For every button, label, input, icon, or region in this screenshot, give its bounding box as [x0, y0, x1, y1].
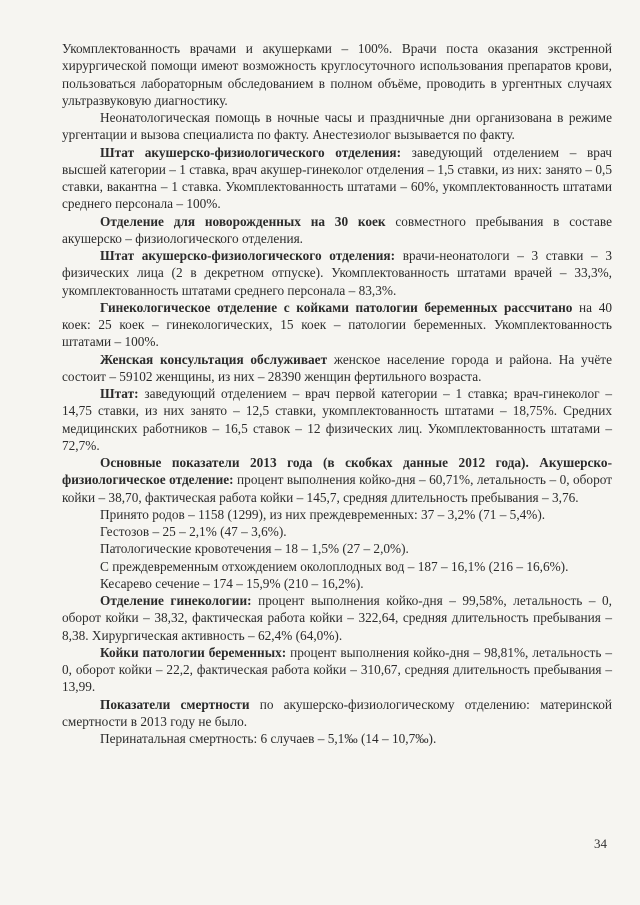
paragraph-obstetric-staff: Штат акушерско-физиологического отделения: заведующий отделением – врач высшей категории – 1 ставка, врач акушер-гинеколог отделения – 1,5 ставки, из них: занято – 0,5 ставки, вакантна – 1 ставка. Укомплектованность штатами – 60%, укомплектованность штатами среднего персонала – 100%.: [62, 144, 612, 212]
bold-lead: Штат акушерско-физиологического отделения:: [100, 248, 396, 263]
page-number: 34: [594, 836, 607, 851]
bold-lead: Основные показатели 2013 года (в скобках данные 2012 года). Акушерско-физиологическое отделение:: [62, 455, 612, 488]
paragraph-cesarean: Кесарево сечение – 174 – 15,9% (210 – 16,2%).: [100, 575, 364, 591]
paragraph-gynecology-indicators: Отделение гинекологии: процент выполнения койко-дня – 99,58%, летальность – 0, оборот койки – 38,32, фактическая работа койки – 322,64, средняя длительность пребывания – 8,38. Хирургическая активность – 62,4% (64,0%).: [62, 593, 612, 643]
paragraph-hemorrhage: Патологические кровотечения – 18 – 1,5% (27 – 2,0%).: [100, 541, 409, 557]
paragraph-staffing-intro: Укомплектованность врачами и акушерками – 100%. Врачи поста оказания экстренной хирургической помощи имеют возможность круглосуточного использования препаратов крови, пользоваться лабораторным обследованием в полном объёме, проводить в ургентных случаях ультразвуковую диагностику.: [62, 41, 612, 108]
bold-lead: Отделение для новорожденных на 30 коек: [100, 213, 386, 229]
bold-lead: Показатели смертности: [100, 696, 250, 712]
paragraph-gestosis: Гестозов – 25 – 2,1% (47 – 3,6%).: [100, 524, 287, 539]
paragraph-consultation-staff: Штат: заведующий отделением – врач первой категории – 1 ставка; врач-гинеколог – 14,75 ставки, из них занято – 12,5 ставки, укомплектованность штатами – 18,75%. Средних медицинских работников – 16,5 ставок – 12 физических лиц. Укомплектованность штатами – 72,7%.: [62, 386, 612, 453]
bold-lead: Штат акушерско-физиологического отделения:: [100, 144, 402, 160]
paragraph-pregnancy-pathology: Койки патологии беременных: процент выполнения койко-дня – 98,81%, летальность – 0, оборот койки – 22,2, фактическая работа койки – 310,67, средняя длительность пребывания – 13,99.: [62, 644, 613, 695]
paragraph-neonatal-staff: Штат акушерско-физиологического отделения: врачи-неонатологи – 3 ставки – 3 физических лица (2 в декретном отпуске). Укомплектованность штатами врачей – 33,3%, укомплектованность штатами среднего персонала – 83,3%.: [62, 248, 613, 298]
page-body: [62, 40, 612, 747]
paragraph-births: Принято родов – 1158 (1299), из них преждевременных: 37 – 3,2% (71 – 5,4%).: [100, 506, 546, 522]
bold-lead: Койки патологии беременных:: [100, 644, 287, 660]
paragraph-womens-consultation: Женская консультация обслуживает женское население города и района. На учёте состоит – 59102 женщины, из них – 28390 женщин фертильного возраста.: [62, 351, 612, 384]
paragraph-perinatal-mortality: Перинатальная смертность: 6 случаев – 5,1‰ (14 – 10,7‰).: [100, 731, 437, 746]
bold-lead: Женская консультация обслуживает: [100, 351, 328, 367]
paragraph-premature-rupture: С преждевременным отхождением околоплодных вод – 187 – 16,1% (216 – 16,6%).: [100, 558, 569, 574]
paragraph-mortality: Показатели смертности по акушерско-физиологическому отделению: материнской смертности в 2013 году не было.: [62, 696, 612, 729]
bold-lead: Штат:: [100, 386, 139, 401]
bold-lead: Гинекологическое отделение с койками патологии беременных рассчитано: [100, 299, 573, 315]
bold-lead: Отделение гинекологии:: [100, 593, 252, 608]
paragraph-gynecology-department: Гинекологическое отделение с койками патологии беременных рассчитано на 40 коек: 25 коек – гинекологических, 15 коек – патологии беременных. Укомплектованность штатами – 100%.: [62, 299, 612, 350]
paragraph-newborn-department: Отделение для новорожденных на 30 коек совместного пребывания в составе акушерско – физиологического отделения.: [62, 213, 612, 246]
paragraph-neonatal-care: Неонатологическая помощь в ночные часы и праздничные дни организована в режиме ургентации и вызова специалиста по факту. Анестезиолог вызывается по факту.: [62, 110, 612, 143]
paragraph-main-indicators: Основные показатели 2013 года (в скобках данные 2012 года). Акушерско-физиологическое отделение: процент выполнения койко-дня – 60,71%, летальность – 0, оборот койки – 38,70, фактическая работа койки – 145,7, средняя длительность пребывания – 3,76.: [62, 455, 613, 505]
